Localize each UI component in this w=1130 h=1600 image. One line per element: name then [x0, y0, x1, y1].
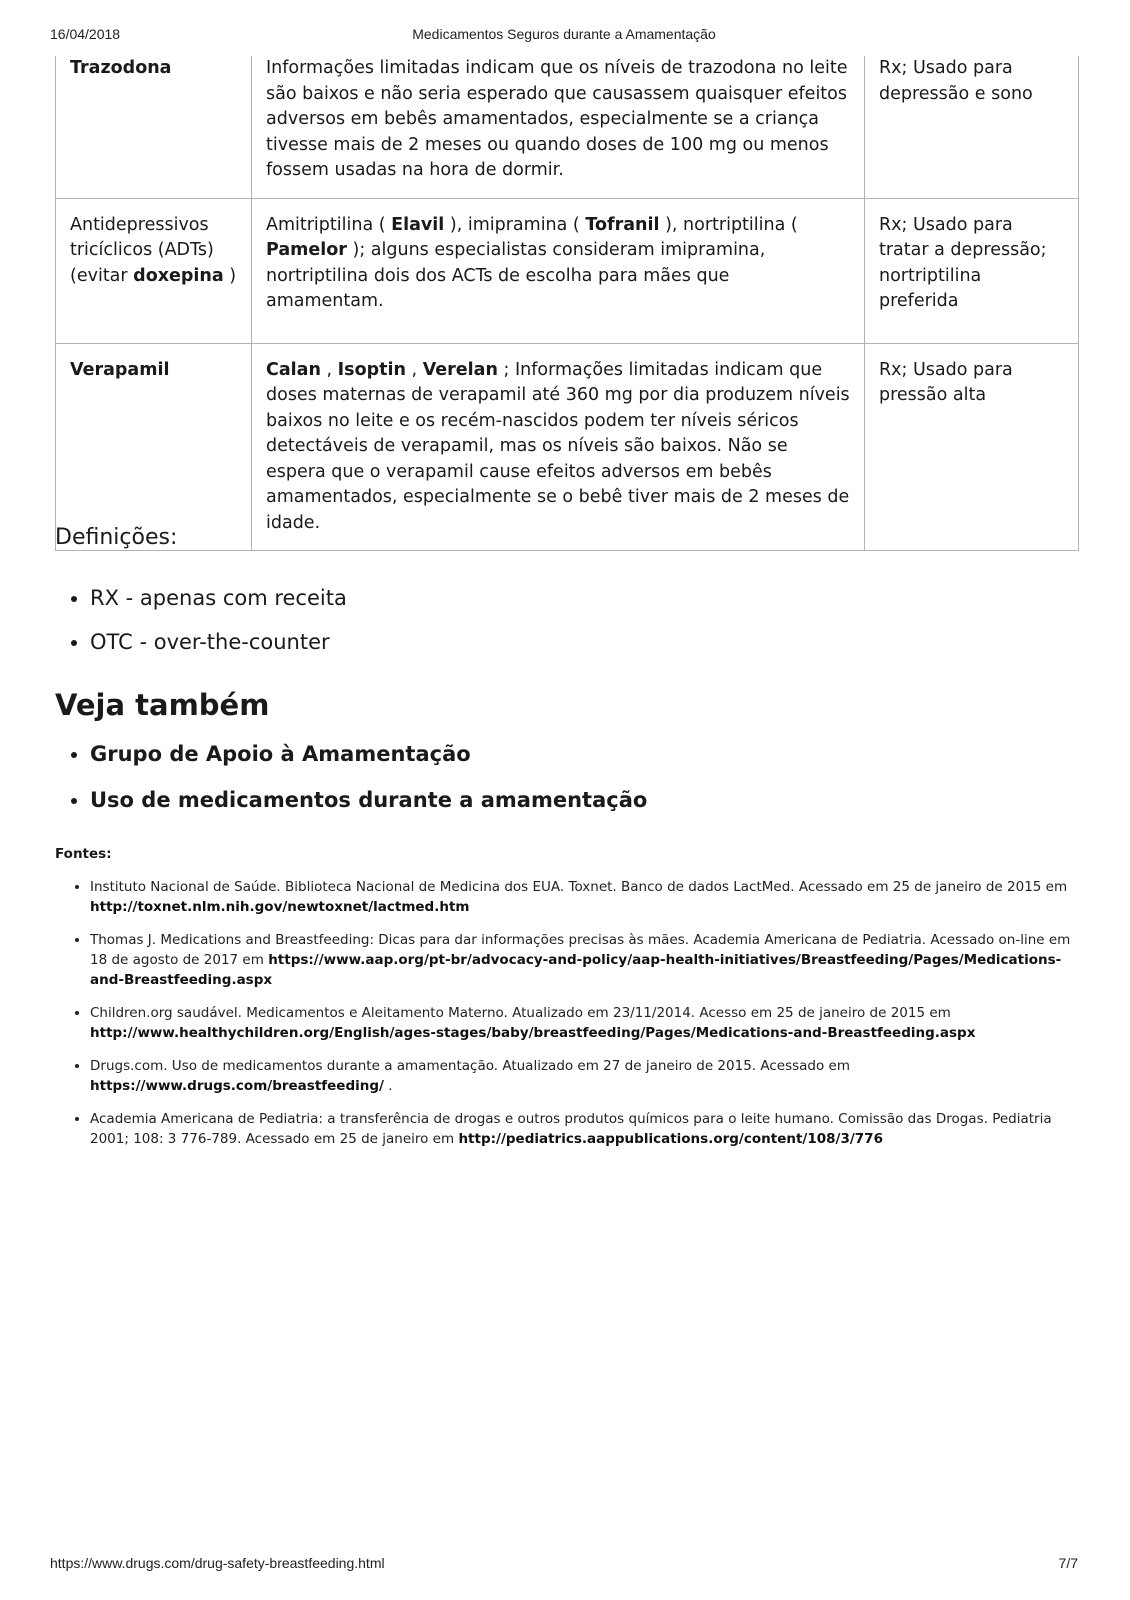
- definitions-list: [55, 584, 347, 672]
- drug-description-cell: Amitriptilina ( Elavil ), imipramina ( Tofranil ), nortriptilina ( Pamelor ); alguns especialistas consideram imipramina, nortriptilina dois dos ACTs de escolha para mães que amamentam.: [252, 198, 865, 343]
- see-also-link[interactable]: Grupo de Apoio à Amamentação: [90, 742, 471, 766]
- see-also-link[interactable]: Uso de medicamentos durante a amamentação: [90, 788, 648, 812]
- source-item: • Instituto Nacional de Saúde. Biblioteca Nacional de Medicina dos EUA. Toxnet. Banco de dados LactMed. Acessado em 25 de janeiro de 2015 em http://toxnet.nlm.nih.gov/newtoxnet/lactmed.htm: [90, 877, 1090, 917]
- source-link[interactable]: http://www.healthychildren.org/English/ages-stages/baby/breastfeeding/Pages/Medications-and-Breastfeeding.aspx: [90, 1025, 976, 1041]
- drug-link[interactable]: Verelan: [422, 359, 498, 380]
- table-row: [56, 343, 1079, 551]
- source-item: • Thomas J. Medications and Breastfeeding: Dicas para dar informações precisas às mães. Academia Americana de Pediatria. Acessado on-line em 18 de agosto de 2017 em https://www.aap.org/pt-br/advocacy-and-policy/aap-health-initiatives/Breastfeeding/Pages/Medications-and-Breastfeeding.aspx: [90, 930, 1090, 990]
- drug-link[interactable]: Pamelor: [266, 240, 347, 260]
- document-title: Medicamentos Seguros durante a Amamentação: [412, 26, 716, 42]
- drug-name: Trazodona: [70, 58, 172, 78]
- list-item: [90, 786, 647, 814]
- drug-link[interactable]: Elavil: [391, 214, 445, 235]
- drug-name-cell: Antidepressivos tricíclicos (ADTs) (evitar doxepina ): [56, 198, 252, 343]
- print-footer: [50, 1555, 1078, 1575]
- table-row: [56, 198, 1079, 343]
- page-number: 7/7: [1058, 1555, 1078, 1571]
- list-item: • OTC - over-the-counter: [90, 628, 347, 656]
- table-row: [56, 56, 1079, 198]
- source-item: • Children.org saudável. Medicamentos e Aleitamento Materno. Atualizado em 23/11/2014. Acesso em 25 de janeiro de 2015 em http://www.healthychildren.org/English/ages-stages/baby/breastfeeding/Pages/Medications-and-Breastfeeding.aspx: [90, 1003, 1090, 1043]
- drug-description: Informações limitadas indicam que os níveis de trazodona no leite são baixos e não seria esperado que causassem quaisquer efeitos adversos em bebês amamentados, especialmente se a criança tivesse mais de 2 meses ou quando doses de 100 mg ou menos fossem usadas na hora de dormir.: [266, 58, 848, 180]
- see-also-list: [55, 740, 647, 832]
- drug-notes-cell: [865, 56, 1079, 198]
- drug-description-cell: Calan , Isoptin , Verelan ; Informações limitadas indicam que doses maternas de verapamil até 360 mg por dia produzem níveis baixos no leite e os recém-nascidos podem ter níveis séricos detectáveis de verapamil, mas os níveis são baixos. Não se espera que o verapamil cause efeitos adversos em bebês amamentados, especialmente se o bebê tiver mais de 2 meses de idade.: [252, 343, 865, 551]
- drug-name: Antidepressivos tricíclicos (ADTs) (evitar: [70, 214, 214, 286]
- drug-link[interactable]: Isoptin: [337, 359, 406, 380]
- drug-notes-cell: [865, 198, 1079, 343]
- drug-link[interactable]: Calan: [266, 359, 321, 380]
- sources-list: [55, 877, 1090, 1162]
- print-date: 16/04/2018: [50, 26, 121, 42]
- list-item: [90, 740, 647, 768]
- source-link[interactable]: http://toxnet.nlm.nih.gov/newtoxnet/lactmed.htm: [90, 899, 470, 915]
- drug-name-cell: [56, 343, 252, 551]
- drug-table: [55, 56, 1079, 551]
- drug-name: Verapamil: [70, 359, 170, 380]
- source-item: • Academia Americana de Pediatria: a transferência de drogas e outros produtos químicos para o leite humano. Comissão das Drogas. Pediatria 2001; 108: 3 776-789. Acessado em 25 de janeiro em http://pediatrics.aappublications.org/content/108/3/776: [90, 1109, 1090, 1149]
- drug-description-cell: [252, 56, 865, 198]
- source-item: • Drugs.com. Uso de medicamentos durante a amamentação. Atualizado em 27 de janeiro de 2015. Acessado em https://www.drugs.com/breastfeeding/ .: [90, 1056, 1090, 1096]
- page-url: https://www.drugs.com/drug-safety-breastfeeding.html: [50, 1555, 385, 1571]
- sources-heading: Fontes:: [55, 846, 112, 862]
- drug-notes: Rx; Usado para pressão alta: [879, 359, 1013, 405]
- source-link[interactable]: https://www.drugs.com/breastfeeding/: [90, 1078, 384, 1094]
- see-also-heading: Veja também: [55, 688, 270, 722]
- drug-notes: Rx; Usado para depressão e sono: [879, 58, 1033, 104]
- source-link[interactable]: https://www.aap.org/pt-br/advocacy-and-policy/aap-health-initiatives/Breastfeeding/Pages/Medications-and-Breastfeeding.aspx: [90, 952, 1062, 988]
- drug-name-cell: [56, 56, 252, 198]
- list-item: • RX - apenas com receita: [90, 584, 347, 612]
- print-header: [50, 26, 1078, 46]
- drug-link[interactable]: doxepina: [133, 265, 224, 286]
- source-link[interactable]: http://pediatrics.aappublications.org/content/108/3/776: [458, 1131, 883, 1147]
- drug-notes-cell: [865, 343, 1079, 551]
- drug-link[interactable]: Tofranil: [585, 214, 660, 235]
- drug-notes: Rx; Usado para tratar a depressão; nortriptilina preferida: [879, 214, 1047, 311]
- definitions-heading: Definições:: [55, 525, 178, 550]
